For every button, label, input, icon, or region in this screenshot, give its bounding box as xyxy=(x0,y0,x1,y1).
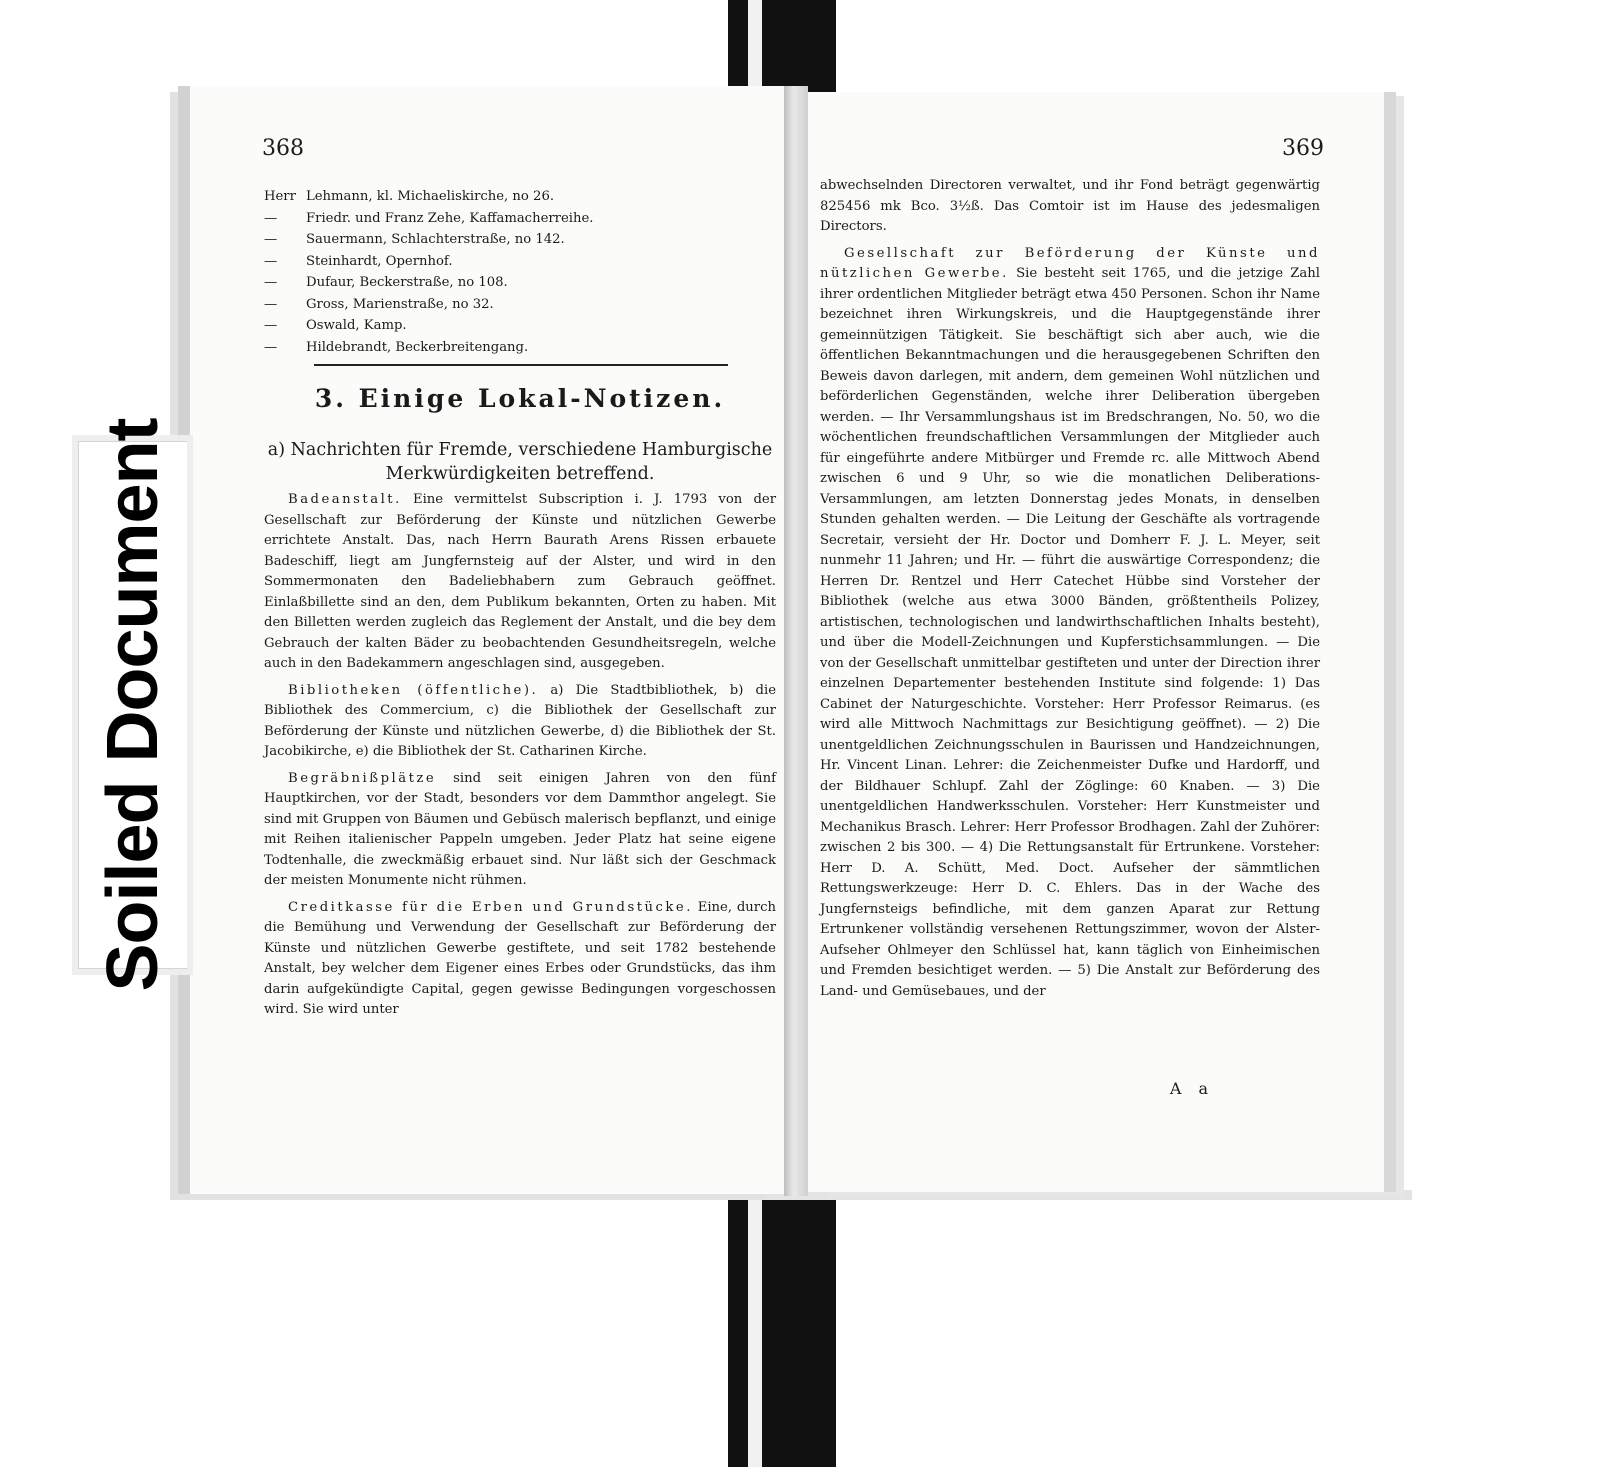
paragraph-text: a) Die Stadtbibliothek, b) die Bibliothek des Commercium, c) die Bibliothek der Gesellschaft zur Beförderung der Künste und nützlichen Gewerbe, d) die Bibliothek der St. Jacobikirche, e) die Bibliothek der St. Catharinen Kirche. xyxy=(264,682,776,759)
roster-entry: Friedr. und Franz Zehe, Kaffamacherreihe. xyxy=(306,210,594,226)
roster-entry: Oswald, Kamp. xyxy=(306,318,407,333)
page-number: 369 xyxy=(1282,136,1324,161)
binding-strap-highlight xyxy=(748,0,762,100)
paragraph-keyword: Creditkasse für die Erben und Grundstücke. xyxy=(288,899,693,915)
roster-lead: — xyxy=(264,232,278,247)
paragraph-text: Sie besteht seit 1765, und die jetzige Zahl ihrer ordentlichen Mitglieder beträgt etwa 450 Personen. Schon ihr Name bezeichnet ihren Wirkungskreis, und die Hauptgegenstände ihrer gemeinnützigen Tätigkeit. Sie beschäftigt sich aber auch, wie die öffentlichen Bekanntmachungen und die herausgegebenen Schriften den Beweis davon darlegen, mit andern, dem gemeinen Wohl nützlichen und beförderlichen Gegenständen, welche ihrer Deliberation übergeben werden. — Ihr Versammlungshaus ist im Bredschrangen, No. 50, wo die wöchentlichen freundschaftlichen Versammlungen der Mitglieder auch für eingeführte andere Mitbürger und Fremde rc. alle Mittwoch Abend zwischen 6 und 9 Uhr, so wie die monatlichen Deliberations-Versammlungen, am letzten Donnerstag jedes Monats, in denselben Stunden gehalten werden. — Die Leitung der Geschäfte als vortragende Secretair, versieht der Hr. Doctor und Domherr F. J. L. Meyer, seit nunmehr 11 Jahren; und Hr. — führt die auswärtige Correspondenz; die Herren Dr. Rentzel und Herr Catechet Hübbe sind Vorsteher der Bibliothek (welche aus etwa 3000 Bänden, größtentheils Polizey, artistischen, technologischen und landwirthschaftlichen Inhalts besteht), und über die Modell-Zeichnungen und Kupferstichsammlungen. — Die von der Gesellschaft unmittelbar gestifteten und unter der Direction ihrer einzelnen Departementer bestehenden Institute sind folgende: 1) Das Cabinet der Naturgeschichte. Vorsteher: Herr Professor Reimarus. (es wird alle Mittwoch Nachmittags zur Besichtigung geöffnet). — 2) Die unentgeldlichen Zeichnungsschulen in Baurissen und Handzeichnungen, Hr. Vincent Linan. Lehrer: die Zeichenmeister Dufke und Hardorff, und der Bildhauer Schlupf. Zahl der Zöglinge: 60 Knaben. — 3) Die unentgeldlichen Handwerksschulen. Vorsteher: Herr Kunstmeister und Mechanikus Brasch. Lehrer: Herr Professor Brodhagen. Zahl der Zuhörer: zwischen 2 bis 300. — 4) Die Rettungsanstalt für Ertrunkene. Vorsteher: Herr D. A. Schütt, Med. Doct. Aufseher der sämmtlichen Rettungswerkzeuge: Herr D. C. Ehlers. Das in der Wache des Jungfernsteigs befindliche, mit dem ganzen Aparat zur Rettung Ertrunkener vollständig versehenen Rettungszimmer, wovon der Alster-Aufseher Ohlmeyer den Schlüssel hat, kann täglich von Einheimischen und Fremden besichtiget werden. — 5) Die Anstalt zur Beförderung des Land- und Gemüsebaues, und der xyxy=(820,266,1320,999)
section-divider xyxy=(314,364,728,366)
stamp-label: Soiled Document xyxy=(93,418,173,992)
paragraph-text: sind seit einigen Jahren von den fünf Hauptkirchen, vor der Stadt, besonders vor dem Dammthor angelegt. Sie sind mit Gruppen von Bäumen und Gebüsch malerisch bepflanzt, und einige mit Reihen italienischer Pappeln umgeben. Jeder Platz hat seine eigene Todtenhalle, die zweckmäßig erbauet sind. Nur läßt sich der Geschmack der meisten Monumente nicht rühmen. xyxy=(264,770,776,888)
roster-lead: Herr xyxy=(264,189,296,204)
roster-row xyxy=(264,294,764,316)
roster-row xyxy=(264,186,764,208)
paragraph xyxy=(264,681,776,763)
catchword: A a xyxy=(1169,1079,1214,1098)
page-number: 368 xyxy=(262,136,304,161)
roster-entry: Hildebrandt, Beckerbreitengang. xyxy=(306,339,529,355)
paragraph-keyword: Badeanstalt. xyxy=(288,492,402,507)
roster-row xyxy=(264,272,764,294)
roster-entry: Steinhardt, Opernhof. xyxy=(306,253,453,269)
paragraph-text: Eine, durch die Bemühung und Verwendung der Gesellschaft zur Beförderung der Künste und nützlichen Gewerbe gestiftete, und seit 1782 bestehende Anstalt, bey welcher dem Eigener eines Erbes oder Grundstücks, das ihm darin aufgekündigte Capital, gegen gewisse Bedingungen vorgeschossen wird. Sie wird unter xyxy=(264,899,776,1017)
roster-lead: — xyxy=(264,296,278,312)
book-gutter xyxy=(784,86,808,1196)
paragraph-text: Eine vermittelst Subscription i. J. 1793 von der Gesellschaft zur Beförderung der Künste und nützlichen Gewerbe errichtete Anstalt. Das, nach Herrn Baurath Arens Rissen erbauete Badeschiff, liegt am Jungfernsteig auf der Alster, und wird in den Sommermonaten den Badeliebhabern zum Gebrauch geöffnet. Einlaßbillette sind an den, dem Publikum bekannten, Orten zu haben. Mit den Billetten werden zugleich das Reglement der Anstalt, und die bey dem Gebrauch der kalten Bäder zu beobachtenden Gesundheitsregeln, welche auch in den Badekammern angeschlagen sind, ausgegeben. xyxy=(264,492,776,671)
roster-row xyxy=(264,229,764,251)
left-page xyxy=(190,86,786,1194)
roster-entry: Dufaur, Beckerstraße, no 108. xyxy=(306,275,508,290)
soiled-document-stamp xyxy=(78,418,187,992)
subsection-heading: a) Nachrichten für Fremde, verschiedene Hamburgische Merkwürdigkeiten betreffend. xyxy=(267,440,773,484)
roster-row xyxy=(264,337,764,359)
binding-strap-bottom xyxy=(728,1188,836,1467)
right-page xyxy=(808,92,1384,1192)
roster-lead: — xyxy=(264,318,278,333)
roster-lead: — xyxy=(264,339,278,355)
roster-entry: Sauermann, Schlachterstraße, no 142. xyxy=(306,232,565,247)
roster-lead: — xyxy=(264,253,278,269)
section-heading: 3. Einige Lokal-Notizen. xyxy=(314,384,726,413)
paragraph xyxy=(264,490,776,675)
paragraph-keyword: Begräbnißplätze xyxy=(288,770,437,786)
roster-entry: Gross, Marienstraße, no 32. xyxy=(306,296,494,312)
paragraph xyxy=(820,244,1320,1003)
paragraph xyxy=(264,898,776,1021)
right-body xyxy=(820,176,1320,1008)
paragraph-text: abwechselnden Directoren verwaltet, und ihr Fond beträgt gegenwärtig 825456 mk Bco. 3½ß. Das Comtoir ist im Hause des jedesmaligen Directors. xyxy=(820,178,1320,234)
roster-row xyxy=(264,208,764,230)
paragraph-keyword: Bibliotheken (öffentliche). xyxy=(288,682,539,698)
binding-strap-top xyxy=(728,0,836,100)
binding-strap-highlight-bottom xyxy=(748,1188,762,1467)
roster-lead: — xyxy=(264,275,278,290)
roster-row xyxy=(264,251,764,273)
left-body xyxy=(264,490,776,1027)
roster-lead: — xyxy=(264,210,278,226)
roster-row xyxy=(264,315,764,337)
paragraph xyxy=(264,769,776,892)
paragraph-keyword: Gesellschaft zur Beförderung der Künste und nützlichen Gewerbe. xyxy=(820,245,1320,281)
paragraph xyxy=(820,176,1320,238)
roster-entry: Lehmann, kl. Michaeliskirche, no 26. xyxy=(306,189,555,204)
name-roster xyxy=(264,186,764,358)
